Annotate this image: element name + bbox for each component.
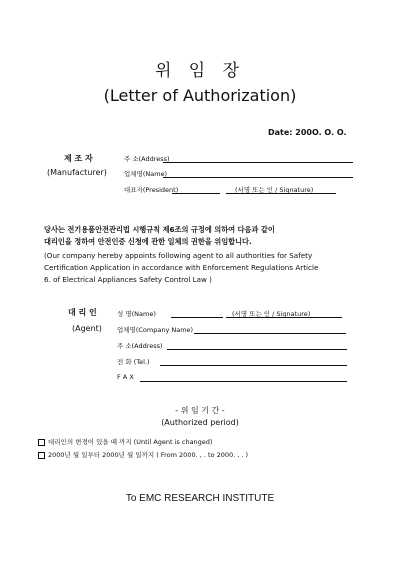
- agent-name-field[interactable]: [171, 317, 223, 318]
- period-title-en: (Authorized period): [161, 418, 239, 427]
- agent-label-ko: 대 리 인: [68, 308, 97, 317]
- period-option-1: [38, 437, 212, 446]
- period-option-2: [38, 450, 248, 459]
- agent-signature-hint: (서명 또는 인 / Signature): [232, 310, 311, 318]
- manufacturer-name-field[interactable]: [163, 177, 353, 178]
- period-option-2-text: 2000년 월 일부터 2000년 월 일까지 ( From 2000. , . to 2000. , . ): [48, 451, 249, 459]
- statement-en-line3: 6. of Electrical Appliances Safety Control Law ): [44, 275, 212, 284]
- manufacturer-signature-line: [226, 193, 336, 194]
- agent-tel-field[interactable]: [160, 365, 347, 366]
- period-option-1-text: 대리인의 변경이 있을 때 까지 (Until Agent is changed): [48, 438, 213, 446]
- agent-company-label: 업체명(Company Name): [117, 326, 194, 334]
- agent-address-field[interactable]: [167, 349, 347, 350]
- manufacturer-signature-hint: (서명 또는 인 / Signature): [235, 186, 314, 194]
- footer-recipient: To EMC RESEARCH INSTITUTE: [125, 493, 275, 504]
- manufacturer-president-label: 대표자(President): [124, 186, 179, 194]
- manufacturer-address-field[interactable]: [163, 162, 353, 163]
- date-line: Date: 200O. O. O.: [268, 128, 347, 137]
- agent-name-label: 성 명(Name): [117, 310, 156, 318]
- manufacturer-name-label: 업체명(Name): [124, 170, 168, 178]
- title-english: (Letter of Authorization): [103, 86, 297, 105]
- title-korean: 위 임 장: [154, 61, 246, 81]
- agent-address-label: 주 소(Address): [117, 342, 163, 350]
- manufacturer-address-label: 주 소(Address): [124, 155, 170, 163]
- agent-label-en: (Agent): [72, 324, 102, 333]
- statement-en-line2: Certification Application in accordance with Enforcement Regulations Article: [44, 263, 319, 272]
- checkbox-date-range[interactable]: [38, 452, 45, 459]
- agent-fax-label: F A X: [117, 373, 134, 381]
- agent-tel-label: 전 화 (Tel.): [117, 358, 150, 366]
- statement-en-line1: (Our company hereby appoints following agent to all authorities for Safety: [44, 251, 313, 260]
- statement-ko-line2: 대리인을 정하여 안전인증 신청에 관한 일체의 권한을 위임합니다.: [44, 237, 252, 246]
- period-title-ko: - 위 임 기 간 -: [175, 406, 225, 415]
- agent-fax-field[interactable]: [140, 381, 347, 382]
- agent-signature-line: [226, 317, 342, 318]
- agent-company-field[interactable]: [194, 333, 346, 334]
- checkbox-until-changed[interactable]: [38, 439, 45, 446]
- manufacturer-label-en: (Manufacturer): [47, 168, 107, 177]
- statement-ko-line1: 당사는 전기용품안전관리법 시행규칙 제6조의 규정에 의하여 다음과 같이: [44, 225, 275, 234]
- manufacturer-president-field[interactable]: [172, 193, 220, 194]
- manufacturer-label-ko: 제 조 자: [64, 154, 93, 163]
